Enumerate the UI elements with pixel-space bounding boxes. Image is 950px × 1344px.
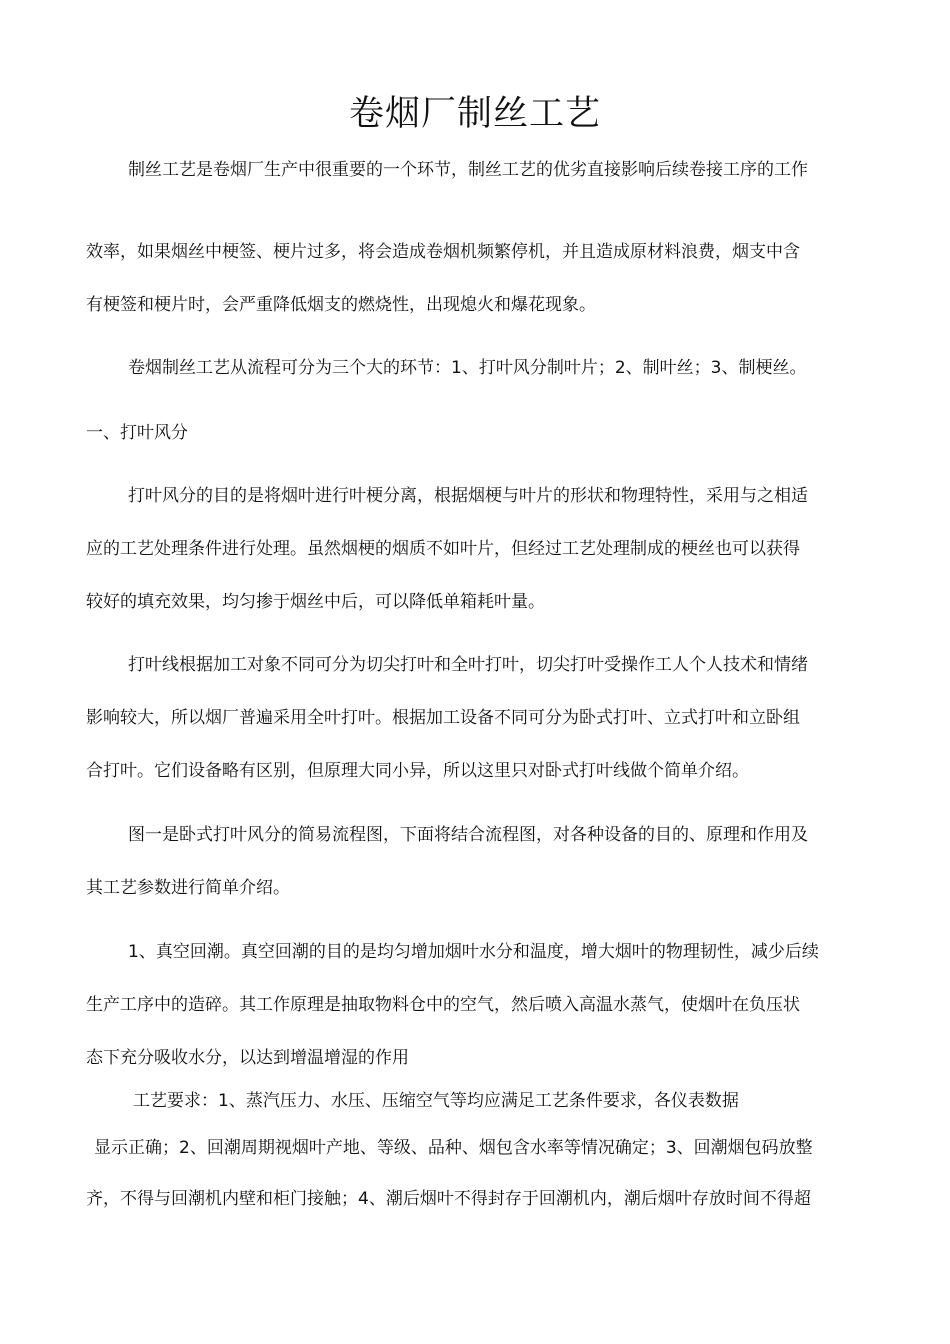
body-line-6: 应的工艺处理条件进行处理。虽然烟梗的烟质不如叶片，但经过工艺处理制成的梗丝也可以获得 [86,539,800,559]
body-line-12: 其工艺参数进行简单介绍。 [86,878,290,898]
body-line-15: 态下充分吸收水分，以达到增温增湿的作用 [86,1048,409,1068]
body-line-4: 卷烟制丝工艺从流程可分为三个大的环节：1、打叶风分制叶片；2、制叶丝；3、制梗丝。 [128,358,807,378]
body-line-9: 影响较大，所以烟厂普遍采用全叶打叶。根据加工设备不同可分为卧式打叶、立式打叶和立卧组 [86,708,800,728]
body-line-18: 齐，不得与回潮机内壁和柜门接触；4、潮后烟叶不得封存于回潮机内，潮后烟叶存放时间不得超 [86,1189,811,1209]
body-line-5: 打叶风分的目的是将烟叶进行叶梗分离，根据烟梗与叶片的形状和物理特性，采用与之相适 [128,486,808,506]
body-line-8: 打叶线根据加工对象不同可分为切尖打叶和全叶打叶，切尖打叶受操作工人个人技术和情绪 [128,655,808,675]
body-line-14: 生产工序中的造碎。其工作原理是抽取物料仓中的空气，然后喷入高温水蒸气，使烟叶在负压状 [86,995,800,1015]
body-line-3: 有梗签和梗片时，会严重降低烟支的燃烧性，出现熄火和爆花现象。 [86,295,596,315]
document-title: 卷烟厂制丝工艺 [348,94,601,134]
body-line-11: 图一是卧式打叶风分的简易流程图，下面将结合流程图，对各种设备的目的、原理和作用及 [128,825,808,845]
section-heading-1: 一、打叶风分 [86,423,188,443]
body-line-10: 合打叶。它们设备略有区别，但原理大同小异，所以这里只对卧式打叶线做个简单介绍。 [86,761,749,781]
body-line-2: 效率，如果烟丝中梗签、梗片过多，将会造成卷烟机频繁停机，并且造成原材料浪费，烟支中含 [86,242,800,262]
body-line-7: 较好的填充效果，均匀掺于烟丝中后，可以降低单箱耗叶量。 [86,592,545,612]
body-line-13: 1、真空回潮。真空回潮的目的是均匀增加烟叶水分和温度，增大烟叶的物理韧性，减少后续 [128,942,819,962]
body-line-1: 制丝工艺是卷烟厂生产中很重要的一个环节，制丝工艺的优劣直接影响后续卷接工序的工作 [128,160,808,180]
body-line-17: 显示正确；2、回潮周期视烟叶产地、等级、品种、烟包含水率等情况确定；3、回潮烟包码放整 [94,1138,813,1158]
body-line-16: 工艺要求：1、蒸汽压力、水压、压缩空气等均应满足工艺条件要求，各仪表数据 [133,1091,739,1111]
